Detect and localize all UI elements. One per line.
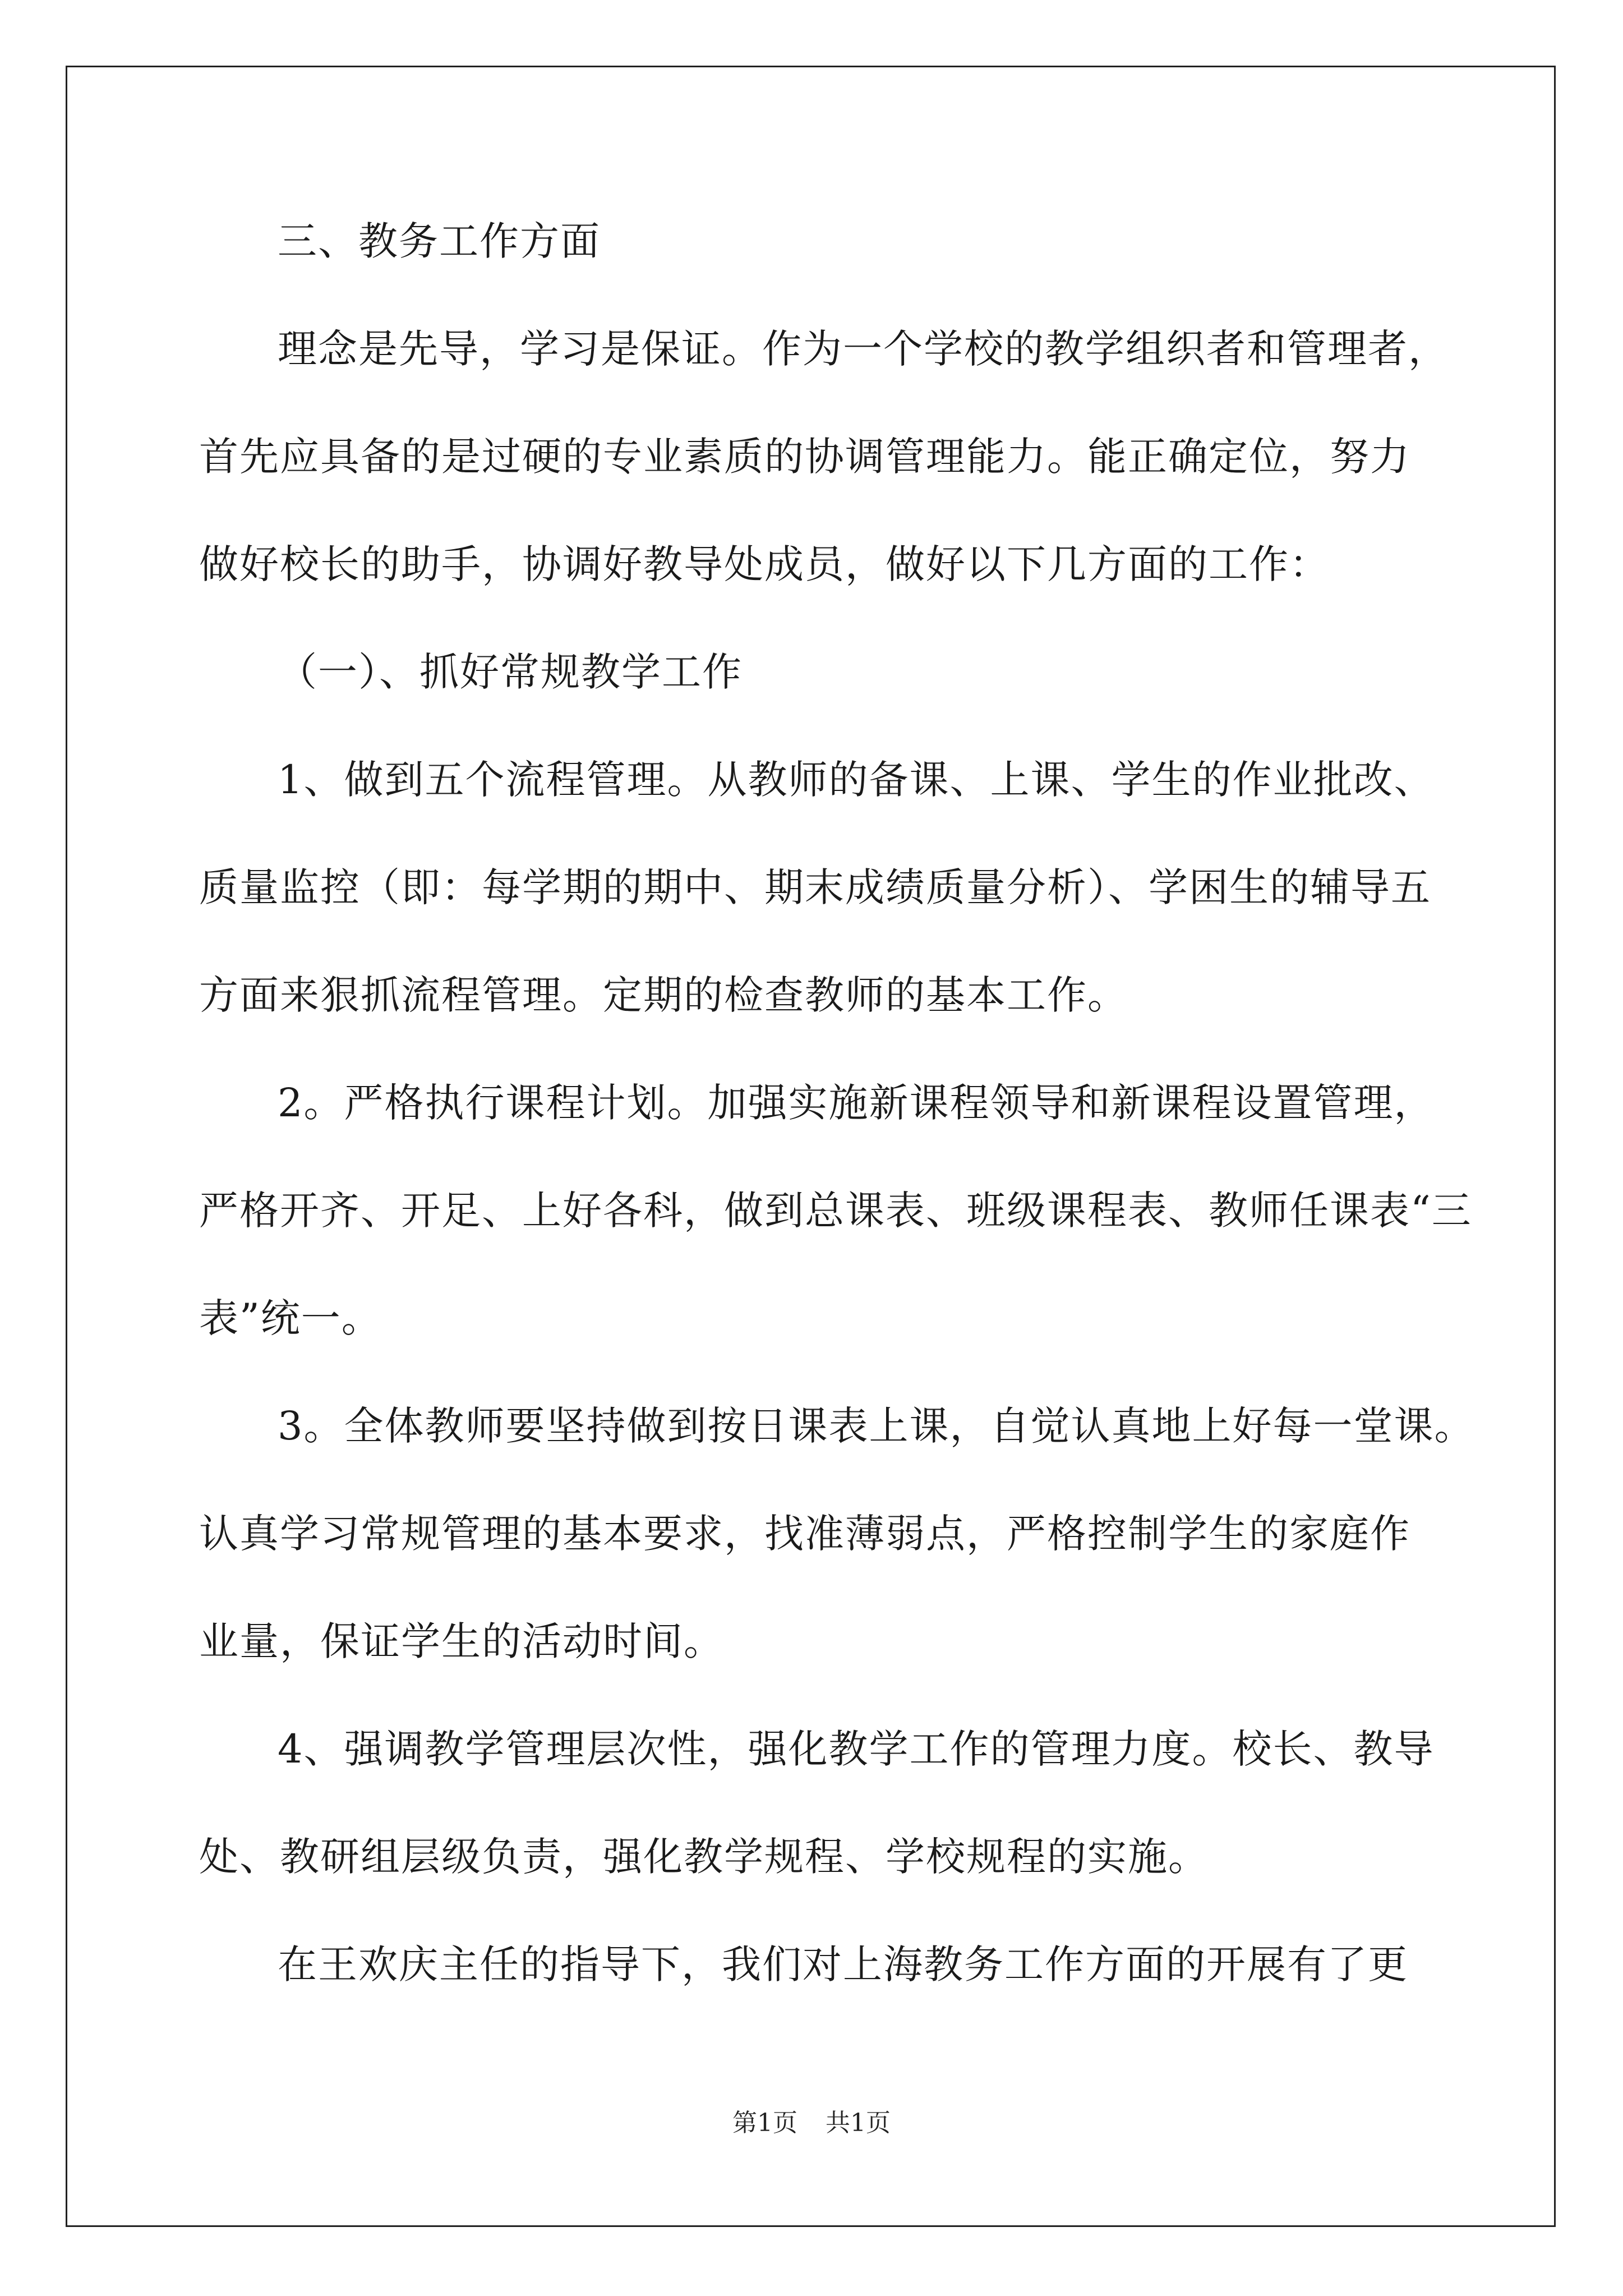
paragraph-line: 在王欢庆主任的指导下，我们对上海教务工作方面的开展有了更 [278,1941,1408,1987]
paragraph-line: 4、强调教学管理层次性，强化教学工作的管理力度。校长、教导 [278,1726,1435,1772]
paragraph-line: 方面来狠抓流程管理。定期的检查教师的基本工作。 [199,972,1128,1018]
paragraph-line: 业量，保证学生的活动时间。 [199,1618,724,1664]
page-footer [0,2106,1623,2140]
paragraph-line: 理念是先导，学习是保证。作为一个学校的教学组织者和管理者， [278,326,1449,372]
paragraph-line: 2。严格执行课程计划。加强实施新课程领导和新课程设置管理， [278,1080,1435,1126]
page-number: 第1页 [732,2109,797,2137]
section-heading: 三、教务工作方面 [278,218,601,264]
paragraph-line: 处、教研组层级负责，强化教学规程、学校规程的实施。 [199,1834,1209,1880]
paragraph-line: 表”统一。 [199,1295,382,1341]
paragraph-line: 首先应具备的是过硬的专业素质的协调管理能力。能正确定位，努力 [199,434,1410,480]
paragraph-line: 3。全体教师要坚持做到按日课表上课，自觉认真地上好每一堂课。 [278,1403,1475,1449]
paragraph-line: 1、做到五个流程管理。从教师的备课、上课、学生的作业批改、 [278,757,1435,803]
document-body [199,213,1475,1993]
subsection-heading: （一）、抓好常规教学工作 [278,649,743,695]
page-total: 共1页 [826,2109,891,2137]
paragraph-line: 严格开齐、开足、上好各科，做到总课表、班级课程表、教师任课表“三 [199,1188,1472,1234]
paragraph-line: 质量监控（即：每学期的期中、期末成绩质量分析）、学困生的辅导五 [199,864,1431,910]
paragraph-line: 认真学习常规管理的基本要求，找准薄弱点，严格控制学生的家庭作 [199,1511,1410,1557]
paragraph-line: 做好校长的助手，协调好教导处成员，做好以下几方面的工作： [199,541,1330,587]
